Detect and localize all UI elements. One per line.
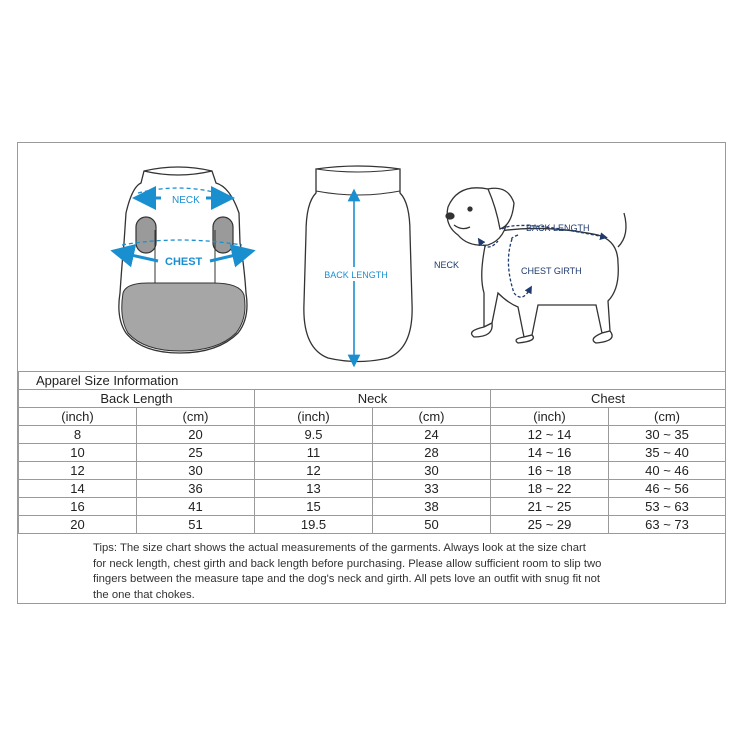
size-table <box>18 371 726 534</box>
dog-back-length-label: BACK LENGTH <box>526 223 590 233</box>
back-length-label: BACK LENGTH <box>324 270 388 280</box>
unit-header: (cm) <box>609 408 726 426</box>
table-row <box>19 516 726 534</box>
table-cell: 46 ~ 56 <box>609 480 726 498</box>
tips-line: Tips: The size chart shows the actual measurements of the garments. Always look at the size chart <box>93 542 586 554</box>
table-cell: 15 <box>255 498 373 516</box>
table-cell: 24 <box>373 426 491 444</box>
dog-chest-girth-label: CHEST GIRTH <box>521 266 582 276</box>
table-group-header-row <box>19 390 726 408</box>
table-cell: 14 <box>19 480 137 498</box>
right-leg-hole <box>213 217 233 253</box>
table-row <box>19 498 726 516</box>
table-cell: 8 <box>19 426 137 444</box>
table-cell: 12 ~ 14 <box>491 426 609 444</box>
unit-header: (cm) <box>137 408 255 426</box>
sizing-tips <box>93 541 693 603</box>
unit-header: (inch) <box>255 408 373 426</box>
table-cell: 20 <box>137 426 255 444</box>
back-garment-drawing <box>304 166 412 362</box>
header-back-length: Back Length <box>19 390 255 408</box>
table-cell: 36 <box>137 480 255 498</box>
table-cell: 30 ~ 35 <box>609 426 726 444</box>
table-cell: 40 ~ 46 <box>609 462 726 480</box>
table-cell: 20 <box>19 516 137 534</box>
front-chest-label: CHEST <box>165 256 203 268</box>
table-title-row <box>19 372 726 390</box>
table-unit-header-row <box>19 408 726 426</box>
tips-line: fingers between the measure tape and the dog's neck and girth. All pets love an outfit with snug fit not <box>93 573 601 585</box>
table-cell: 14 ~ 16 <box>491 444 609 462</box>
unit-header: (cm) <box>373 408 491 426</box>
table-cell: 10 <box>19 444 137 462</box>
left-leg-hole <box>136 217 156 253</box>
table-cell: 19.5 <box>255 516 373 534</box>
table-cell: 16 <box>19 498 137 516</box>
table-row <box>19 444 726 462</box>
table-cell: 41 <box>137 498 255 516</box>
table-cell: 30 <box>137 462 255 480</box>
table-cell: 9.5 <box>255 426 373 444</box>
table-row <box>19 480 726 498</box>
table-cell: 12 <box>255 462 373 480</box>
table-cell: 53 ~ 63 <box>609 498 726 516</box>
table-cell: 21 ~ 25 <box>491 498 609 516</box>
table-cell: 11 <box>255 444 373 462</box>
header-chest: Chest <box>491 390 726 408</box>
table-cell: 12 <box>19 462 137 480</box>
table-cell: 25 <box>137 444 255 462</box>
header-neck: Neck <box>255 390 491 408</box>
table-cell: 25 ~ 29 <box>491 516 609 534</box>
unit-header: (inch) <box>19 408 137 426</box>
table-row <box>19 426 726 444</box>
table-cell: 51 <box>137 516 255 534</box>
dog-neck-label: NECK <box>434 260 460 270</box>
table-title: Apparel Size Information <box>19 372 726 390</box>
tips-line: the one that chokes. <box>93 588 195 601</box>
table-cell: 35 ~ 40 <box>609 444 726 462</box>
table-cell: 50 <box>373 516 491 534</box>
tips-line: for neck length, chest girth and back length before purchasing. Please allow sufficient room to slip two <box>93 557 602 570</box>
table-cell: 63 ~ 73 <box>609 516 726 534</box>
table-row <box>19 462 726 480</box>
table-cell: 30 <box>373 462 491 480</box>
table-cell: 33 <box>373 480 491 498</box>
table-cell: 38 <box>373 498 491 516</box>
table-cell: 18 ~ 22 <box>491 480 609 498</box>
measurement-illustrations <box>18 143 725 370</box>
front-neck-label: NECK <box>172 195 200 206</box>
table-cell: 13 <box>255 480 373 498</box>
table-cell: 28 <box>373 444 491 462</box>
table-cell: 16 ~ 18 <box>491 462 609 480</box>
unit-header: (inch) <box>491 408 609 426</box>
